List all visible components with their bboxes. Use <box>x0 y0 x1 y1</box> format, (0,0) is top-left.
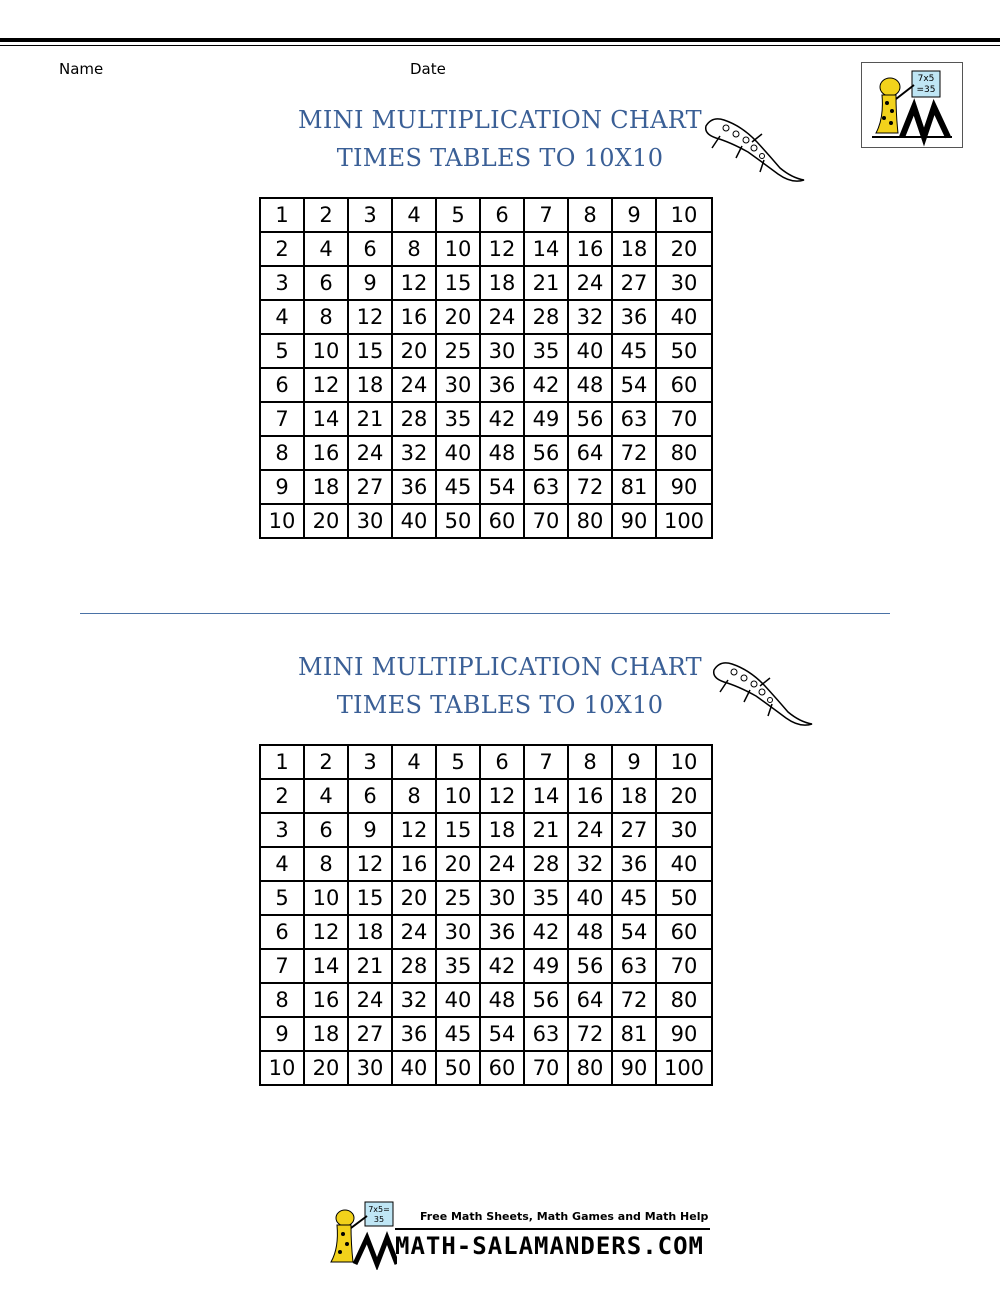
table-cell: 3 <box>348 198 392 232</box>
table-cell: 6 <box>260 915 304 949</box>
chart-1-title-line1: MINI MULTIPLICATION CHART <box>298 106 702 134</box>
table-row <box>260 983 712 1017</box>
logo-art <box>862 63 962 147</box>
table-cell: 6 <box>260 368 304 402</box>
table-cell: 24 <box>348 436 392 470</box>
table-cell: 24 <box>480 847 524 881</box>
table-cell: 30 <box>436 915 480 949</box>
table-cell: 21 <box>348 949 392 983</box>
table-cell: 49 <box>524 402 568 436</box>
table-cell: 24 <box>568 266 612 300</box>
table-cell: 5 <box>260 334 304 368</box>
multiplication-table-2 <box>259 744 713 1086</box>
table-cell: 20 <box>392 881 436 915</box>
table-cell: 35 <box>524 334 568 368</box>
table-cell: 60 <box>656 915 712 949</box>
table-cell: 90 <box>612 1051 656 1085</box>
table-cell: 7 <box>260 402 304 436</box>
table-cell: 10 <box>304 334 348 368</box>
logo-board-line1: 7x5 <box>917 74 935 84</box>
table-cell: 60 <box>656 368 712 402</box>
table-cell: 16 <box>568 779 612 813</box>
table-cell: 8 <box>304 300 348 334</box>
table-cell: 81 <box>612 470 656 504</box>
table-cell: 6 <box>304 266 348 300</box>
table-cell: 48 <box>568 368 612 402</box>
table-cell: 21 <box>348 402 392 436</box>
table-cell: 12 <box>392 266 436 300</box>
table-cell: 60 <box>480 504 524 538</box>
footer-rule <box>395 1228 710 1230</box>
table-cell: 10 <box>436 779 480 813</box>
table-cell: 18 <box>612 232 656 266</box>
table-cell: 28 <box>392 402 436 436</box>
table-cell: 16 <box>568 232 612 266</box>
table-cell: 18 <box>480 813 524 847</box>
table-row <box>260 1017 712 1051</box>
table-cell: 2 <box>304 198 348 232</box>
table-cell: 10 <box>260 504 304 538</box>
date-label: Date <box>410 60 446 78</box>
table-cell: 63 <box>524 470 568 504</box>
table-cell: 27 <box>348 470 392 504</box>
footer-salamander-icon <box>325 1200 397 1270</box>
table-cell: 7 <box>260 949 304 983</box>
table-cell: 15 <box>436 813 480 847</box>
table-cell: 27 <box>612 813 656 847</box>
table-cell: 32 <box>392 983 436 1017</box>
multiplication-table-1 <box>259 197 713 539</box>
table-cell: 42 <box>524 368 568 402</box>
table-cell: 90 <box>612 504 656 538</box>
table-cell: 100 <box>656 504 712 538</box>
table-row <box>260 504 712 538</box>
salamander-icon <box>710 656 814 730</box>
table-cell: 24 <box>568 813 612 847</box>
table-cell: 25 <box>436 881 480 915</box>
table-cell: 70 <box>656 402 712 436</box>
table-cell: 45 <box>612 881 656 915</box>
table-cell: 8 <box>260 983 304 1017</box>
table-cell: 42 <box>480 402 524 436</box>
table-cell: 20 <box>392 334 436 368</box>
table-cell: 20 <box>304 504 348 538</box>
table-cell: 24 <box>348 983 392 1017</box>
table-cell: 72 <box>612 983 656 1017</box>
table-cell: 10 <box>260 1051 304 1085</box>
table-cell: 14 <box>304 402 348 436</box>
table-cell: 21 <box>524 266 568 300</box>
table-cell: 25 <box>436 334 480 368</box>
table-cell: 40 <box>656 300 712 334</box>
table-cell: 5 <box>436 198 480 232</box>
table-cell: 7 <box>524 198 568 232</box>
table-cell: 63 <box>612 949 656 983</box>
table-cell: 14 <box>304 949 348 983</box>
table-cell: 40 <box>436 983 480 1017</box>
table-cell: 72 <box>568 1017 612 1051</box>
table-row <box>260 779 712 813</box>
table-cell: 36 <box>392 470 436 504</box>
table-cell: 7 <box>524 745 568 779</box>
chart-2-title-line1: MINI MULTIPLICATION CHART <box>298 653 702 681</box>
table-cell: 50 <box>656 334 712 368</box>
table-cell: 6 <box>348 779 392 813</box>
table-cell: 3 <box>260 813 304 847</box>
table-row <box>260 745 712 779</box>
table-cell: 9 <box>348 266 392 300</box>
table-cell: 70 <box>524 504 568 538</box>
table-cell: 80 <box>568 504 612 538</box>
table-cell: 30 <box>656 813 712 847</box>
table-cell: 36 <box>480 368 524 402</box>
table-cell: 30 <box>348 1051 392 1085</box>
table-cell: 16 <box>392 300 436 334</box>
table-cell: 64 <box>568 983 612 1017</box>
table-cell: 80 <box>568 1051 612 1085</box>
table-row <box>260 949 712 983</box>
table-cell: 64 <box>568 436 612 470</box>
chart-1-title-line2: TIMES TABLES TO 10X10 <box>336 144 664 172</box>
table-cell: 14 <box>524 779 568 813</box>
table-cell: 18 <box>480 266 524 300</box>
table-cell: 21 <box>524 813 568 847</box>
table-cell: 56 <box>524 436 568 470</box>
table-cell: 2 <box>304 745 348 779</box>
table-cell: 30 <box>480 881 524 915</box>
top-rule-thin <box>0 45 1000 46</box>
table-cell: 54 <box>612 368 656 402</box>
table-cell: 49 <box>524 949 568 983</box>
table-cell: 42 <box>480 949 524 983</box>
table-cell: 28 <box>524 300 568 334</box>
table-cell: 6 <box>480 198 524 232</box>
table-cell: 48 <box>480 436 524 470</box>
table-cell: 2 <box>260 779 304 813</box>
table-cell: 30 <box>480 334 524 368</box>
table-row <box>260 198 712 232</box>
table-cell: 9 <box>348 813 392 847</box>
table-cell: 6 <box>348 232 392 266</box>
table-cell: 35 <box>524 881 568 915</box>
table-cell: 9 <box>260 470 304 504</box>
table-cell: 63 <box>612 402 656 436</box>
table-cell: 6 <box>304 813 348 847</box>
table-cell: 14 <box>524 232 568 266</box>
table-row <box>260 232 712 266</box>
table-cell: 12 <box>348 300 392 334</box>
table-cell: 50 <box>656 881 712 915</box>
table-cell: 5 <box>260 881 304 915</box>
table-cell: 56 <box>568 402 612 436</box>
table-cell: 15 <box>348 334 392 368</box>
footer-tagline: Free Math Sheets, Math Games and Math Help <box>420 1210 709 1223</box>
table-cell: 36 <box>612 300 656 334</box>
table-cell: 1 <box>260 198 304 232</box>
logo-board-line2: =35 <box>916 85 936 95</box>
table-cell: 63 <box>524 1017 568 1051</box>
table-cell: 8 <box>260 436 304 470</box>
table-cell: 12 <box>304 915 348 949</box>
table-cell: 5 <box>436 745 480 779</box>
math-salamanders-logo <box>861 62 963 148</box>
table-cell: 18 <box>348 915 392 949</box>
table-cell: 20 <box>436 300 480 334</box>
table-cell: 3 <box>260 266 304 300</box>
table-cell: 4 <box>260 847 304 881</box>
table-cell: 8 <box>568 745 612 779</box>
table-row <box>260 1051 712 1085</box>
top-rule <box>0 38 1000 42</box>
table-cell: 9 <box>612 745 656 779</box>
table-cell: 36 <box>480 915 524 949</box>
table-cell: 27 <box>348 1017 392 1051</box>
table-cell: 32 <box>392 436 436 470</box>
table-cell: 8 <box>304 847 348 881</box>
table-cell: 28 <box>392 949 436 983</box>
table-cell: 30 <box>436 368 480 402</box>
table-cell: 27 <box>612 266 656 300</box>
table-cell: 18 <box>612 779 656 813</box>
table-cell: 10 <box>304 881 348 915</box>
table-row <box>260 368 712 402</box>
table-cell: 40 <box>568 881 612 915</box>
table-cell: 54 <box>612 915 656 949</box>
table-cell: 42 <box>524 915 568 949</box>
table-cell: 3 <box>348 745 392 779</box>
table-row <box>260 334 712 368</box>
table-cell: 20 <box>304 1051 348 1085</box>
table-cell: 81 <box>612 1017 656 1051</box>
table-cell: 10 <box>656 198 712 232</box>
table-cell: 20 <box>436 847 480 881</box>
table-cell: 18 <box>304 470 348 504</box>
table-cell: 35 <box>436 949 480 983</box>
table-cell: 24 <box>392 915 436 949</box>
table-cell: 90 <box>656 470 712 504</box>
table-cell: 54 <box>480 1017 524 1051</box>
table-cell: 40 <box>436 436 480 470</box>
table-cell: 56 <box>524 983 568 1017</box>
table-cell: 72 <box>568 470 612 504</box>
table-cell: 12 <box>480 232 524 266</box>
table-row <box>260 470 712 504</box>
table-row <box>260 881 712 915</box>
footer-board-line2: 35 <box>373 1215 385 1224</box>
table-cell: 9 <box>612 198 656 232</box>
table-cell: 4 <box>304 779 348 813</box>
table-cell: 45 <box>436 1017 480 1051</box>
table-cell: 12 <box>304 368 348 402</box>
table-cell: 50 <box>436 504 480 538</box>
chart-2-title-line2: TIMES TABLES TO 10X10 <box>336 691 664 719</box>
table-cell: 40 <box>568 334 612 368</box>
table-cell: 2 <box>260 232 304 266</box>
table-cell: 90 <box>656 1017 712 1051</box>
salamander-icon <box>702 112 806 186</box>
table-cell: 9 <box>260 1017 304 1051</box>
footer-logo <box>325 1200 715 1270</box>
name-label: Name <box>59 60 104 78</box>
table-cell: 70 <box>524 1051 568 1085</box>
table-cell: 18 <box>304 1017 348 1051</box>
table-cell: 16 <box>304 436 348 470</box>
table-row <box>260 300 712 334</box>
table-cell: 12 <box>480 779 524 813</box>
table-cell: 50 <box>436 1051 480 1085</box>
table-row <box>260 402 712 436</box>
table-cell: 12 <box>392 813 436 847</box>
table-row <box>260 847 712 881</box>
table-cell: 20 <box>656 779 712 813</box>
table-cell: 8 <box>392 779 436 813</box>
table-cell: 4 <box>260 300 304 334</box>
table-cell: 100 <box>656 1051 712 1085</box>
table-row <box>260 266 712 300</box>
table-cell: 60 <box>480 1051 524 1085</box>
table-cell: 45 <box>612 334 656 368</box>
table-cell: 16 <box>392 847 436 881</box>
table-cell: 10 <box>436 232 480 266</box>
table-cell: 16 <box>304 983 348 1017</box>
table-cell: 12 <box>348 847 392 881</box>
table-cell: 4 <box>304 232 348 266</box>
table-cell: 54 <box>480 470 524 504</box>
table-cell: 56 <box>568 949 612 983</box>
table-cell: 18 <box>348 368 392 402</box>
table-row <box>260 915 712 949</box>
table-cell: 8 <box>568 198 612 232</box>
table-cell: 4 <box>392 745 436 779</box>
footer-board-line1: 7x5= <box>368 1205 390 1214</box>
table-cell: 32 <box>568 300 612 334</box>
table-cell: 10 <box>656 745 712 779</box>
table-cell: 40 <box>392 504 436 538</box>
table-cell: 70 <box>656 949 712 983</box>
table-cell: 28 <box>524 847 568 881</box>
table-cell: 6 <box>480 745 524 779</box>
table-cell: 32 <box>568 847 612 881</box>
table-row <box>260 813 712 847</box>
table-cell: 1 <box>260 745 304 779</box>
section-divider <box>80 613 890 614</box>
table-cell: 35 <box>436 402 480 436</box>
table-cell: 45 <box>436 470 480 504</box>
table-cell: 24 <box>480 300 524 334</box>
table-cell: 48 <box>480 983 524 1017</box>
table-cell: 48 <box>568 915 612 949</box>
footer-site-name: MATH-SALAMANDERS.COM <box>395 1232 704 1260</box>
table-row <box>260 436 712 470</box>
table-cell: 20 <box>656 232 712 266</box>
table-cell: 36 <box>392 1017 436 1051</box>
table-cell: 80 <box>656 436 712 470</box>
table-cell: 24 <box>392 368 436 402</box>
table-cell: 40 <box>656 847 712 881</box>
table-cell: 4 <box>392 198 436 232</box>
table-cell: 30 <box>348 504 392 538</box>
table-cell: 15 <box>436 266 480 300</box>
table-cell: 15 <box>348 881 392 915</box>
table-cell: 80 <box>656 983 712 1017</box>
table-cell: 30 <box>656 266 712 300</box>
table-cell: 8 <box>392 232 436 266</box>
table-cell: 72 <box>612 436 656 470</box>
table-cell: 36 <box>612 847 656 881</box>
table-cell: 40 <box>392 1051 436 1085</box>
